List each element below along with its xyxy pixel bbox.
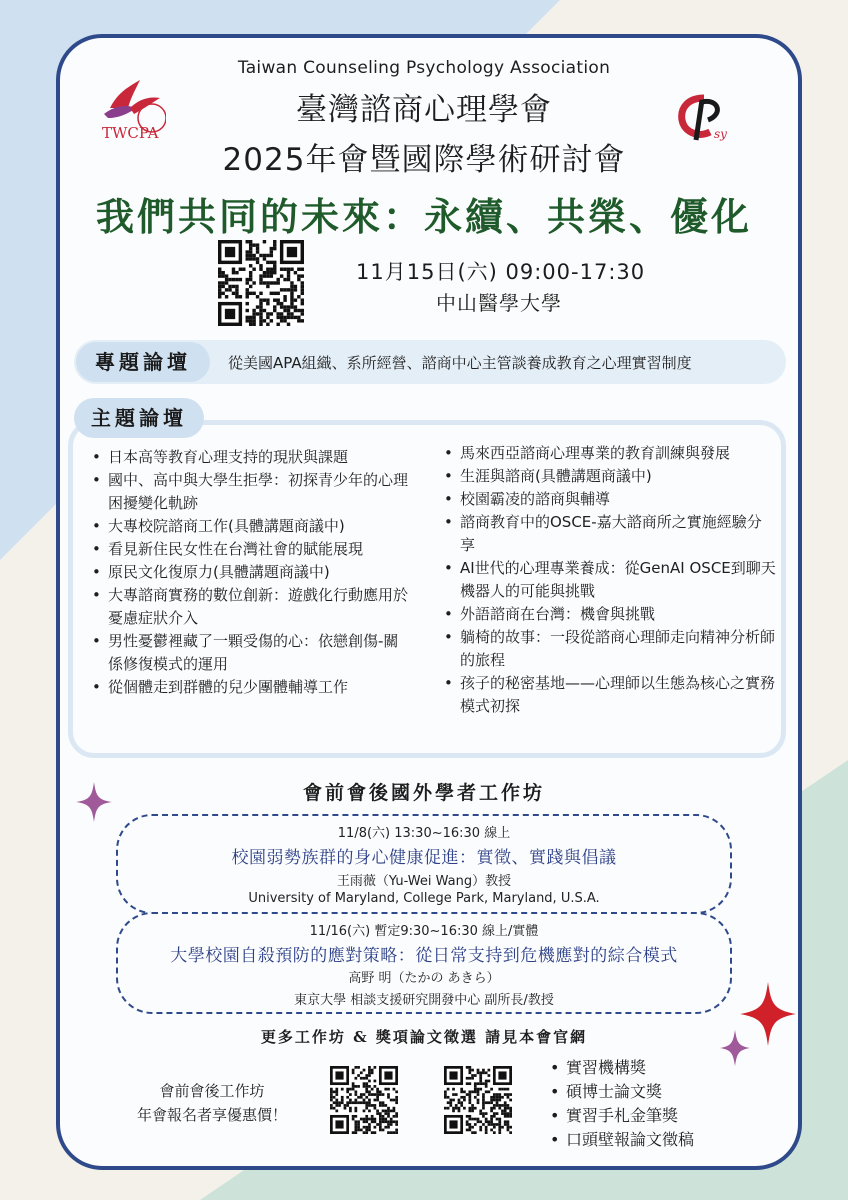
- special-forum-text: 從美國APA組織、系所經營、諮商中心主管談養成教育之心理實習制度: [228, 354, 692, 372]
- list-item: • 實習機構獎: [548, 1056, 694, 1080]
- list-item: • 外語諮商在台灣：機會與挑戰: [442, 603, 776, 626]
- list-item: • 大專校院諮商工作(具體講題商議中): [90, 515, 412, 538]
- list-item: • 生涯與諮商(具體講題商議中): [442, 465, 776, 488]
- twcpa-logo-text: TWCPA: [102, 124, 159, 142]
- event-venue: 中山醫學大學: [436, 291, 562, 315]
- list-item: • 原民文化復原力(具體講題商議中): [90, 561, 412, 584]
- qr-code-icon: [218, 240, 304, 326]
- conference-theme: 我們共同的未來：永續、共榮、優化: [95, 194, 752, 239]
- topic-forum-label: 主題論壇: [74, 398, 204, 438]
- list-item: • AI世代的心理專業養成：從GenAI OSCE到聊天機器人的可能與挑戰: [442, 557, 776, 603]
- workshop-1-time: 11/8(六) 13:30~16:30 線上: [337, 826, 511, 841]
- list-item: • 躺椅的故事：一段從諮商心理師走向精神分析師的旅程: [442, 626, 776, 672]
- promo-line-2: 年會報名者享優惠價！: [136, 1106, 287, 1124]
- list-item: • 諮商教育中的OSCE-嘉大諮商所之實施經驗分享: [442, 511, 776, 557]
- list-item: • 男性憂鬱裡藏了一顆受傷的心：依戀創傷-關係修復模式的運用: [90, 630, 412, 676]
- promo-line-1: 會前會後工作坊: [159, 1082, 265, 1100]
- list-item: • 馬來西亞諮商心理專業的教育訓練與發展: [442, 442, 776, 465]
- workshop-1-title: 校園弱勢族群的身心健康促進：實徵、實踐與倡議: [231, 848, 617, 868]
- workshop-heading: 會前會後國外學者工作坊: [302, 782, 545, 804]
- topic-list-left: [90, 446, 412, 699]
- qr-code-icon: [330, 1066, 398, 1134]
- list-item: • 校園霸凌的諮商與輔導: [442, 488, 776, 511]
- conference-title: 2025年會暨國際學術研討會: [222, 142, 626, 178]
- workshop-1-affiliation: University of Maryland, College Park, Maryland, U.S.A.: [248, 891, 600, 906]
- topic-list-right: [442, 442, 776, 718]
- list-item: • 碩博士論文獎: [548, 1080, 694, 1104]
- qr-code-icon: [444, 1066, 512, 1134]
- org-name-zh: 臺灣諮商心理學會: [296, 92, 552, 128]
- list-item: • 口頭壁報論文徵稿: [548, 1128, 694, 1152]
- qr-code[interactable]: [444, 1066, 512, 1134]
- list-item: • 大專諮商實務的數位創新：遊戲化行動應用於憂慮症狀介入: [90, 584, 412, 630]
- list-item: • 從個體走到群體的兒少團體輔導工作: [90, 676, 412, 699]
- special-forum-label: 專題論壇: [76, 342, 210, 382]
- qr-code[interactable]: [218, 240, 304, 326]
- workshop-2-time: 11/16(六) 暫定9:30~16:30 線上/實體: [309, 924, 539, 939]
- workshop-2-affiliation: 東京大學 相談支援研究開發中心 副所長/教授: [294, 993, 554, 1008]
- svg-text:sy: sy: [714, 127, 727, 141]
- more-info-text: 更多工作坊 & 獎項論文徵選 請見本會官網: [260, 1028, 588, 1046]
- list-item: • 看見新住民女性在台灣社會的賦能展現: [90, 538, 412, 561]
- sparkle-icon: [76, 782, 112, 822]
- workshop-2-title: 大學校園自殺預防的應對策略：從日常支持到危機應對的綜合模式: [170, 946, 678, 966]
- event-date-time: 11月15日(六) 09:00-17:30: [356, 260, 646, 284]
- list-item: • 孩子的秘密基地——心理師以生態為核心之實務模式初探: [442, 672, 776, 718]
- workshop-2-speaker: 高野 明（たかの あきら）: [348, 971, 500, 986]
- list-item: • 日本高等教育心理支持的現狀與課題: [90, 446, 412, 469]
- list-item: • 國中、高中與大學生拒學：初探青少年的心理困擾變化軌跡: [90, 469, 412, 515]
- qr-code[interactable]: [330, 1066, 398, 1134]
- list-item: • 實習手札金筆獎: [548, 1104, 694, 1128]
- awards-list: [548, 1056, 694, 1152]
- org-name-en: Taiwan Counseling Psychology Association: [237, 58, 611, 78]
- workshop-1-speaker: 王雨薇（Yu-Wei Wang）教授: [336, 874, 512, 889]
